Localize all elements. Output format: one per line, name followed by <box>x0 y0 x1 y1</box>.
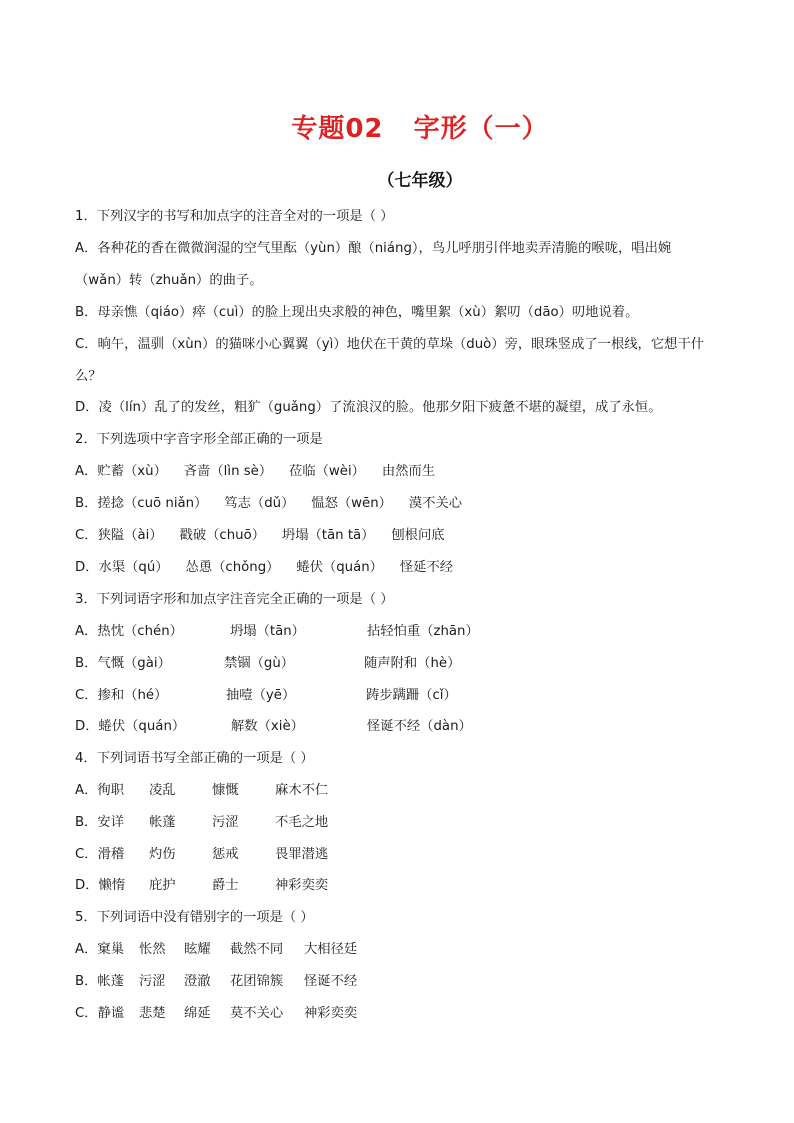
q2-option-b: B．搓捻（cuō niǎn） 笃志（dǔ） 愠怒（wēn） 漠不关心 <box>75 496 463 511</box>
q3-d-item-3: 怪诞不经（dàn） <box>367 719 472 734</box>
q4-d-item-1: D．懒惰 <box>75 878 126 893</box>
q1-option-c-line2: 么？ <box>75 369 102 384</box>
q5-c-item-3: 绵延 <box>184 1006 211 1021</box>
q2-stem: 2．下列选项中字音字形全部正确的一项是 <box>75 432 323 447</box>
q4-a-item-4: 麻木不仁 <box>275 783 329 798</box>
q4-c-item-3: 惩戒 <box>212 847 239 862</box>
q4-c-item-2: 灼伤 <box>149 847 176 862</box>
q3-b-item-1: B．气慨（gài） <box>75 656 171 671</box>
q4-b-item-3: 污涩 <box>212 815 239 830</box>
q5-c-item-4: 莫不关心 <box>230 1006 284 1021</box>
q3-a-item-2: 坍塌（tān） <box>230 624 305 639</box>
q4-c-item-4: 畏罪潜逃 <box>275 847 329 862</box>
q3-c-item-1: C．掺和（hé） <box>75 688 168 703</box>
q3-a-item-3: 拈轻怕重（zhān） <box>367 624 479 639</box>
q4-a-item-1: A．徇职 <box>75 783 124 798</box>
q5-c-item-2: 悲楚 <box>139 1006 166 1021</box>
q3-d-item-1: D．蜷伏（quán） <box>75 719 186 734</box>
q4-a-item-3: 慷慨 <box>212 783 239 798</box>
q5-b-item-4: 花团锦簇 <box>230 974 284 989</box>
q3-d-item-2: 解数（xiè） <box>231 719 304 734</box>
q1-option-d: D．凌（lín）乱了的发丝，粗犷（guǎng）了流浪汉的脸。他那夕阳下疲惫不堪的凝望，成了永恒。 <box>75 400 662 415</box>
q2-option-d: D．水渠（qú） 怂恿（chǒng） 蜷伏（quán） 怪延不经 <box>75 560 454 575</box>
page-title: 专题02 字形（一） <box>291 114 549 144</box>
q1-option-a-line2: （wǎn）转（zhuǎn）的曲子。 <box>75 273 263 288</box>
q3-b-item-3: 随声附和（hè） <box>364 656 461 671</box>
q5-a-item-1: A．窠巢 <box>75 942 124 957</box>
q5-a-item-4: 截然不同 <box>230 942 284 957</box>
q3-stem: 3．下列词语字形和加点字注音完全正确的一项是（ ） <box>75 592 394 607</box>
q5-b-item-3: 澄澈 <box>184 974 211 989</box>
q5-a-item-3: 眩耀 <box>184 942 211 957</box>
q4-b-item-2: 帐蓬 <box>149 815 176 830</box>
q4-d-item-2: 庇护 <box>149 878 176 893</box>
q2-option-c: C．狭隘（ài） 戳破（chuō） 坍塌（tān tā） 刨根问底 <box>75 528 445 543</box>
q5-stem: 5．下列词语中没有错别字的一项是（ ） <box>75 910 314 925</box>
q5-a-item-5: 大相径廷 <box>304 942 358 957</box>
q1-option-c-line1: C．晌午，温驯（xùn）的猫咪小心翼翼（yì）地伏在干黄的草垛（duò）旁，眼珠竖成了一根线，它想干什 <box>75 337 705 352</box>
q4-a-item-2: 凌乱 <box>149 783 176 798</box>
q4-d-item-4: 神彩奕奕 <box>275 878 329 893</box>
q3-c-item-3: 踌步蹒跚（cǐ） <box>366 688 457 703</box>
q1-stem: 1．下列汉字的书写和加点字的注音全对的一项是（ ） <box>75 209 394 224</box>
grade-subtitle: （七年级） <box>377 171 463 191</box>
q4-d-item-3: 爵士 <box>212 878 239 893</box>
q5-c-item-5: 神彩奕奕 <box>304 1006 358 1021</box>
q5-c-item-1: C．静谧 <box>75 1006 125 1021</box>
q4-c-item-1: C．滑稽 <box>75 847 125 862</box>
q2-option-a: A．贮蓄（xù） 吝啬（lìn sè） 莅临（wèi） 由然而生 <box>75 464 436 479</box>
q4-stem: 4．下列词语书写全部正确的一项是（ ） <box>75 751 314 766</box>
q5-b-item-1: B．帐蓬 <box>75 974 125 989</box>
q3-c-item-2: 抽噎（yē） <box>226 688 296 703</box>
q5-b-item-5: 怪诞不经 <box>304 974 358 989</box>
q4-b-item-4: 不毛之地 <box>275 815 329 830</box>
q3-b-item-2: 禁锢（gù） <box>224 656 295 671</box>
q1-option-a-line1: A．各种花的香在微微润湿的空气里酝（yùn）酿（niáng），鸟儿呼朋引伴地卖弄清脆的喉咙，唱出婉 <box>75 241 672 256</box>
q4-b-item-1: B．安详 <box>75 815 125 830</box>
q1-option-b: B．母亲憔（qiáo）瘁（cuì）的脸上现出央求般的神色，嘴里絮（xù）絮叨（dāo）叨地说着。 <box>75 305 639 320</box>
q3-a-item-1: A．热忱（chén） <box>75 624 183 639</box>
q5-a-item-2: 怅然 <box>139 942 166 957</box>
q5-b-item-2: 污涩 <box>139 974 166 989</box>
